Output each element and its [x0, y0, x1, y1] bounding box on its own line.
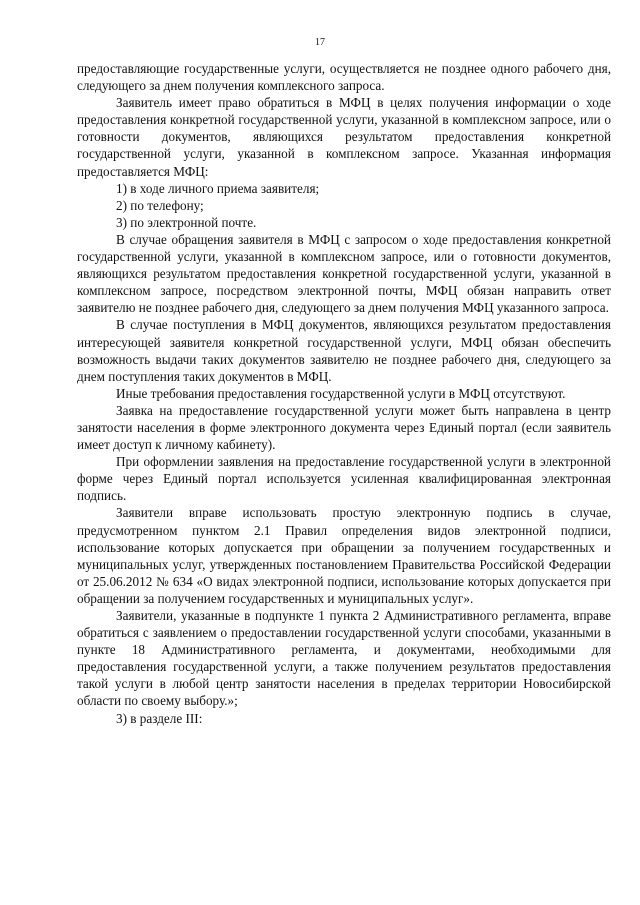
paragraph-9: Заявители, указанные в подпункте 1 пункта 2 Административного регламента, вправе обратиться с заявлением о предоставлении государственной услуги способами, указанными в пункте 18 Административного регламента, и документами, необходимыми для предоставления государственной услуги, а также получением результатов предоставления такой услуги в любой центр занятости населения в пределах территории Новосибирской области по своему выбору.»; — [77, 608, 611, 709]
list-item-2: 2) по телефону; — [116, 197, 204, 213]
section-item: 3) в разделе III: — [116, 710, 203, 726]
paragraph-4: В случае поступления в МФЦ документов, являющихся результатом предоставления интересующей заявителя конкретной государственной услуги, МФЦ обязан обеспечить возможность выдачи таких документов заявителю не позднее рабочего дня, следующего за днем поступления таких документов в МФЦ. — [77, 317, 611, 384]
paragraph-5: Иные требования предоставления государственной услуги в МФЦ отсутствуют. — [116, 385, 566, 401]
paragraph-2: Заявитель имеет право обратиться в МФЦ в целях получения информации о ходе предоставления конкретной государственной услуги, указанной в комплексном запросе, или о готовности документов, являющихся результатом предоставления конкретной государственной услуги, указанной в комплексном запросе. Указанная информация предоставляется МФЦ: — [77, 95, 611, 179]
list-item-3: 3) по электронной почте. — [116, 214, 257, 230]
paragraph-1: предоставляющие государственные услуги, осуществляется не позднее одного рабочего дня, следующего за днем получения комплексного запроса. — [77, 61, 611, 94]
list-item-1: 1) в ходе личного приема заявителя; — [116, 180, 320, 196]
paragraph-7: При оформлении заявления на предоставление государственной услуги в электронной форме через Единый портал используется усиленная квалифицированная электронная подпись. — [77, 454, 611, 504]
paragraph-6: Заявка на предоставление государственной услуги может быть направлена в центр занятости населения в форме электронного документа через Единый портал (если заявитель имеет доступ к личному кабинету). — [77, 402, 611, 453]
paragraph-8: Заявители вправе использовать простую электронную подпись в случае, предусмотренном пунктом 2.1 Правил определения видов электронной подписи, использование которых допускается при обращении за получением государственных и муниципальных услуг, утвержденных постановлением Правительства Российской Федерации от 25.06.2012 № 634 «О видах электронной подписи, использование которых допускается при обращении за получением государственных и муниципальных услуг». — [77, 505, 611, 606]
page-number: 17 — [315, 37, 325, 48]
document-body — [77, 60, 611, 727]
paragraph-3: В случае обращения заявителя в МФЦ с запросом о ходе предоставления конкретной государственной услуги, указанной в комплексном запросе, или о готовности документов, являющихся результатом предоставления конкретной государственной услуги, указанной в комплексном запросе, посредством электронной почты, МФЦ обязан направить ответ заявителю не позднее рабочего дня, следующего за днем получения МФЦ указанного запроса. — [77, 231, 611, 316]
